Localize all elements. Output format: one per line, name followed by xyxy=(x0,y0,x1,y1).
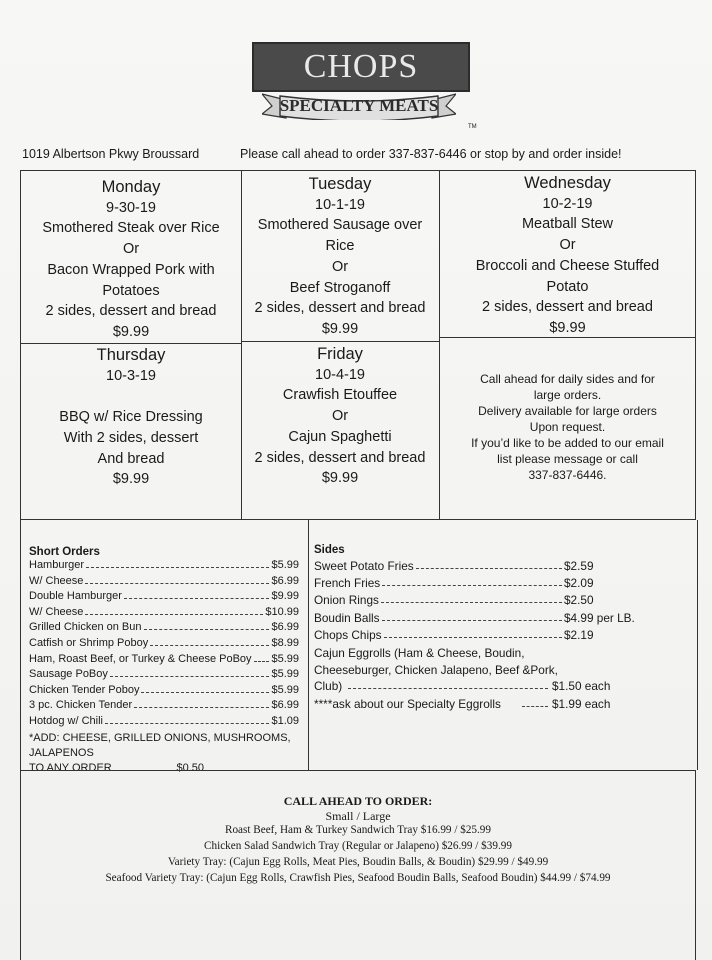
item-name: French Fries xyxy=(314,576,381,591)
grid-divider xyxy=(21,343,241,344)
day-name: Monday xyxy=(101,178,161,196)
short-order-item xyxy=(29,637,299,653)
side-item xyxy=(314,628,674,645)
item-price: $6.99 xyxy=(271,574,299,587)
item-price: $2.09 xyxy=(564,576,594,591)
short-order-item xyxy=(29,590,299,606)
call-ahead-notice: Please call ahead to order 337-837-6446 or stop by and order inside! xyxy=(240,147,622,161)
specialty-eggroll-label: ****ask about our Specialty Eggrolls xyxy=(314,696,501,711)
dash-leader xyxy=(105,723,269,724)
item-price: $2.59 xyxy=(564,559,594,573)
special-line: Broccoli and Cheese Stuffed xyxy=(475,257,660,274)
dash-leader xyxy=(141,692,269,693)
item-name: Onion Rings xyxy=(314,593,379,608)
eggroll-price-row xyxy=(314,679,674,696)
dash-leader xyxy=(416,568,562,569)
wednesday-special xyxy=(439,173,696,339)
item-name: Grilled Chicken on Bun xyxy=(29,621,142,634)
day-name: Wednesday xyxy=(524,174,611,192)
dash-leader xyxy=(86,567,269,568)
special-line: Cajun Spaghetti xyxy=(288,428,392,445)
item-name: Chicken Tender Poboy xyxy=(29,683,140,696)
item-name: W/ Cheese xyxy=(29,605,84,618)
dash-leader xyxy=(150,645,269,646)
trays-size-header: Small / Large xyxy=(325,809,391,823)
info-line: Call ahead for daily sides and for xyxy=(480,372,655,386)
item-price: $5.99 xyxy=(271,652,299,665)
special-date: 9-30-19 xyxy=(106,199,156,216)
short-orders-title: Short Orders xyxy=(29,546,100,558)
info-box xyxy=(439,371,696,483)
thursday-special xyxy=(21,345,241,490)
logo-tagline: SPECIALTY MEATS xyxy=(279,96,439,115)
special-line: Or xyxy=(122,241,140,258)
special-line: And bread xyxy=(97,450,165,467)
section-divider xyxy=(308,520,309,770)
dash-leader xyxy=(144,629,269,630)
sides-list xyxy=(314,544,674,714)
tuesday-special xyxy=(241,174,439,340)
day-name: Friday xyxy=(317,345,363,363)
dash-leader xyxy=(85,583,269,584)
special-line: BBQ w/ Rice Dressing xyxy=(59,409,203,426)
special-line: Or xyxy=(331,258,349,275)
special-line: Beef Stroganoff xyxy=(289,279,391,296)
short-order-item xyxy=(29,559,299,575)
tray-item: Roast Beef, Ham & Turkey Sandwich Tray $16.99 / $25.99 xyxy=(224,824,491,836)
grid-divider xyxy=(241,341,439,342)
item-price: $6.99 xyxy=(271,699,299,712)
dash-leader xyxy=(110,676,269,677)
item-price: $5.99 xyxy=(271,668,299,681)
item-name: Chops Chips xyxy=(314,627,382,642)
sides-title: Sides xyxy=(314,544,345,556)
day-name: Tuesday xyxy=(308,175,372,193)
special-line: Rice xyxy=(325,238,355,255)
dash-leader xyxy=(134,707,269,708)
short-order-item xyxy=(29,699,299,715)
addon-label: TO ANY ORDER xyxy=(29,761,112,774)
special-line: Potatoes xyxy=(102,282,160,299)
special-line: Crawfish Etouffee xyxy=(282,387,398,404)
info-line: list please message or call xyxy=(497,452,638,466)
addon-price: $0.50 xyxy=(176,761,204,774)
special-line: With 2 sides, dessert xyxy=(63,429,199,446)
info-line: large orders. xyxy=(533,388,602,402)
special-line: 2 sides, dessert and bread xyxy=(254,300,426,317)
info-line: Delivery available for large orders xyxy=(478,404,657,418)
short-order-item xyxy=(29,575,299,591)
item-price: $2.50 xyxy=(564,593,594,608)
monday-special xyxy=(21,177,241,343)
special-price: $9.99 xyxy=(321,320,359,337)
special-line: Or xyxy=(331,408,349,425)
dash-leader xyxy=(381,602,562,603)
item-name: Hotdog w/ Chili xyxy=(29,714,103,727)
special-date: 10-4-19 xyxy=(315,366,365,383)
info-line: Upon request. xyxy=(529,420,606,434)
specialty-eggroll-row xyxy=(314,697,674,714)
special-price: $9.99 xyxy=(112,471,150,488)
item-price: $2.19 xyxy=(564,627,594,642)
special-line: 2 sides, dessert and bread xyxy=(45,303,217,320)
item-price: $6.99 xyxy=(271,621,299,634)
info-line: 337-837-6446. xyxy=(528,468,607,482)
short-orders-and-sides xyxy=(20,520,698,774)
tray-item: Chicken Salad Sandwich Tray (Regular or Jalapeno) $26.99 / $39.99 xyxy=(204,840,512,852)
side-item xyxy=(314,593,674,610)
special-price: $9.99 xyxy=(321,470,359,487)
special-line: Meatball Stew xyxy=(521,216,614,233)
special-price: $9.99 xyxy=(549,319,586,336)
dash-leader xyxy=(124,598,269,599)
trademark-mark: TM xyxy=(468,124,477,130)
item-name: Sausage PoBoy xyxy=(29,668,108,681)
dash-leader xyxy=(382,620,562,621)
side-item xyxy=(314,576,674,593)
special-line: Bacon Wrapped Pork with xyxy=(47,261,215,278)
item-price: $4.99 per LB. xyxy=(564,610,635,625)
short-order-item xyxy=(29,606,299,622)
info-line: If you’d like to be added to our email xyxy=(471,436,664,450)
short-orders-list xyxy=(29,546,299,777)
friday-special xyxy=(241,344,439,489)
item-price: $10.99 xyxy=(265,605,299,618)
dash-leader xyxy=(254,661,269,662)
addon-line: JALAPENOS xyxy=(29,747,94,760)
eggroll-label: Club) xyxy=(314,679,343,694)
day-name: Thursday xyxy=(96,346,166,364)
item-name: W/ Cheese xyxy=(29,574,84,587)
short-order-item xyxy=(29,621,299,637)
eggroll-line: Cheeseburger, Chicken Jalapeno, Beef &Pork, xyxy=(314,663,558,678)
item-name: Catfish or Shrimp Poboy xyxy=(29,636,149,649)
item-name: Double Hamburger xyxy=(29,590,122,603)
item-price: $5.99 xyxy=(271,559,299,571)
tray-item: Variety Tray: (Cajun Egg Rolls, Meat Pies, Boudin Balls, & Boudin) $29.99 / $49.99 xyxy=(167,856,549,868)
item-name: Sweet Potato Fries xyxy=(314,559,414,573)
special-line: 2 sides, dessert and bread xyxy=(482,299,653,316)
special-line: Smothered Sausage over xyxy=(257,217,423,234)
store-address: 1019 Albertson Pkwy Broussard xyxy=(22,147,200,161)
short-order-item xyxy=(29,684,299,700)
item-price: $5.99 xyxy=(271,683,299,696)
special-price: $9.99 xyxy=(112,323,150,340)
dash-leader xyxy=(522,706,548,707)
dash-leader xyxy=(384,637,562,638)
logo-wordmark: CHOPS xyxy=(252,42,470,92)
specialty-eggroll-price: $1.99 each xyxy=(552,696,611,711)
special-date: 10-3-19 xyxy=(106,367,156,384)
eggroll-line: Cajun Eggrolls (Ham & Cheese, Boudin, xyxy=(314,645,525,660)
special-line: Potato xyxy=(546,278,589,295)
weekly-specials-grid xyxy=(20,170,696,520)
dash-leader xyxy=(85,614,263,615)
special-date: 10-1-19 xyxy=(315,196,365,213)
blank-line xyxy=(21,386,241,407)
special-date: 10-2-19 xyxy=(542,195,593,212)
item-price: $9.99 xyxy=(271,590,299,603)
short-order-item xyxy=(29,668,299,684)
short-order-item xyxy=(29,715,299,731)
eggroll-price: $1.50 each xyxy=(552,679,611,694)
tray-item: Seafood Variety Tray: (Cajun Egg Rolls, Crawfish Pies, Seafood Boudin Balls, Seafood Boudin) $44.99 / $74.99 xyxy=(105,872,611,884)
dash-leader xyxy=(348,688,548,689)
item-name: Hamburger xyxy=(29,559,85,571)
side-item xyxy=(314,559,674,576)
item-name: Ham, Roast Beef, or Turkey & Cheese PoBoy xyxy=(29,652,252,665)
trays-title: CALL AHEAD TO ORDER: xyxy=(283,794,433,808)
dash-leader xyxy=(382,585,562,586)
logo-banner-text-wrap xyxy=(262,88,456,120)
special-line: Smothered Steak over Rice xyxy=(42,220,220,237)
item-name: Boudin Balls xyxy=(314,610,380,625)
special-line: 2 sides, dessert and bread xyxy=(254,449,426,466)
side-item xyxy=(314,611,674,628)
item-price: $1.09 xyxy=(271,714,299,727)
trays-section xyxy=(20,770,696,960)
short-order-item xyxy=(29,653,299,669)
item-price: $8.99 xyxy=(271,636,299,649)
chops-logo xyxy=(252,38,466,132)
item-name: 3 pc. Chicken Tender xyxy=(29,699,133,712)
addon-line: *ADD: CHEESE, GRILLED ONIONS, MUSHROOMS, xyxy=(29,731,291,744)
special-line: Or xyxy=(559,237,576,254)
